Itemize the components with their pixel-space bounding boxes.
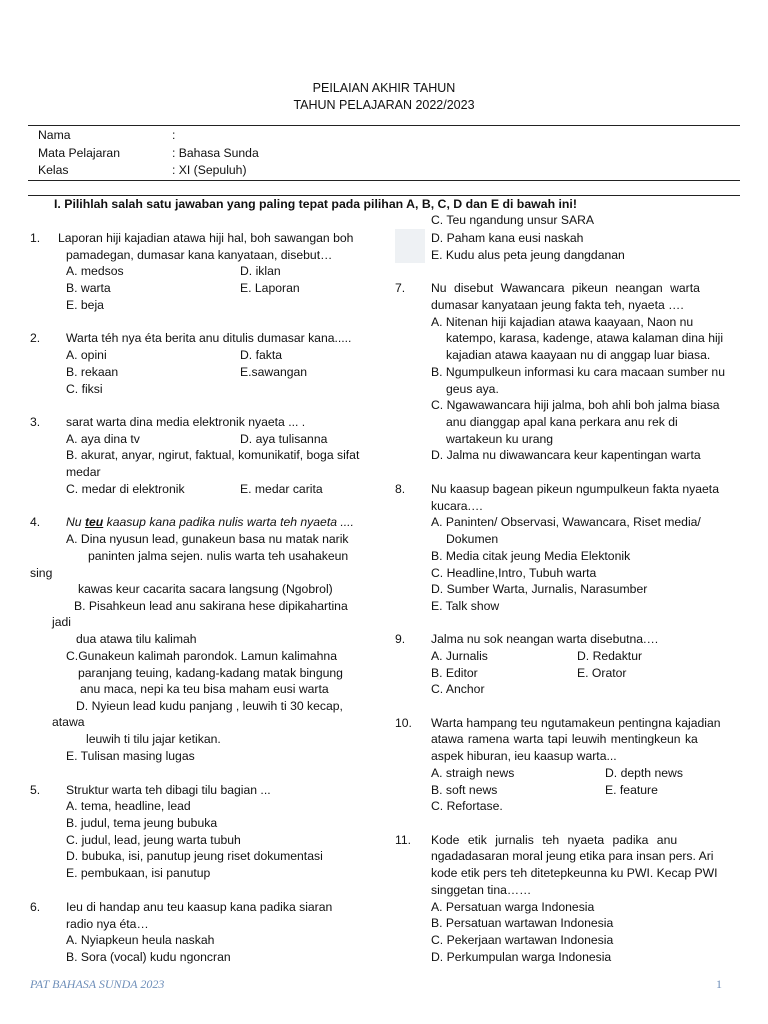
q1-option-d: D. iklan xyxy=(240,264,281,278)
q3-option-c: C. medar di elektronik xyxy=(66,482,185,496)
q11-text-4: singgetan tina…… xyxy=(431,883,532,897)
q11-text-2: ngadadasaran moral jeung etika para insan pers. Ari xyxy=(431,849,714,863)
q6-option-a: A. Nyiapkeun heula naskah xyxy=(66,933,215,947)
q4-option-d-2: atawa xyxy=(52,715,85,729)
q7-number: 7. xyxy=(395,281,406,295)
q3-option-b-1: B. akurat, anyar, ngirut, faktual, komunikatif, boga sifat xyxy=(66,448,360,462)
q1-option-e: E. Laporan xyxy=(240,281,300,295)
q11-option-a: A. Persatuan warga Indonesia xyxy=(431,900,595,914)
q1-option-e2: E. beja xyxy=(66,298,104,312)
q9-option-b: B. Editor xyxy=(431,666,478,680)
q2-text: Warta téh nya éta berita anu ditulis dumasar kana..... xyxy=(66,331,352,345)
q3-number: 3. xyxy=(30,415,41,429)
q4-option-c-1: C.Gunakeun kalimah parondok. Lamun kalimahna xyxy=(66,649,337,663)
q4-option-c-2: paranjang teuing, kadang-kadang matak bingung xyxy=(78,666,343,680)
q9-option-d: D. Redaktur xyxy=(577,649,643,663)
q2-option-d: D. fakta xyxy=(240,348,282,362)
q4-option-d-3: leuwih ti tilu jajar ketikan. xyxy=(86,732,221,746)
q11-option-c: C. Pekerjaan wartawan Indonesia xyxy=(431,933,614,947)
q4-text-emphasis: teu xyxy=(84,515,104,529)
footer-label: PAT BAHASA SUNDA 2023 xyxy=(30,977,165,991)
info-value-class: : XI (Sepuluh) xyxy=(172,163,247,177)
q5-option-d: D. bubuka, isi, panutup jeung riset dokumentasi xyxy=(66,849,323,863)
q7-option-b-1: B. Ngumpulkeun informasi ku cara macaan sumber nu xyxy=(431,365,725,379)
q7-option-d: D. Jalma nu diwawancara keur kapentingan warta xyxy=(431,448,701,462)
q8-text-1: Nu kaasup bagean pikeun ngumpulkeun fakta nyaeta xyxy=(431,482,719,496)
q10-option-a: A. straigh news xyxy=(431,766,515,780)
q10-text-1: Warta hampang teu ngutamakeun pentingna kajadian xyxy=(431,716,721,730)
info-label-name: Nama xyxy=(38,128,71,142)
q5-option-e: E. pembukaan, isi panutup xyxy=(66,866,211,880)
q7-option-a-3: kajadian atawa kaayaan nu di anggap luar biasa. xyxy=(446,348,711,362)
q11-number: 11. xyxy=(395,833,412,847)
q3-option-b-2: medar xyxy=(66,465,101,479)
q11-text-1: Kode etik jurnalis teh nyaeta padika anu xyxy=(431,833,678,847)
q10-text-3: aspek hiburan, ieu kaasup warta... xyxy=(431,749,617,763)
doc-subtitle: TAHUN PELAJARAN 2022/2023 xyxy=(293,98,475,112)
q10-option-d: D. depth news xyxy=(605,766,683,780)
q7-text-2: dumasar kanyataan jeung fakta teh, nyaeta …. xyxy=(431,298,684,312)
q7-text-1: Nu disebut Wawancara pikeun neangan warta xyxy=(431,281,700,295)
q8-text-2: kucara.… xyxy=(431,499,484,513)
q7-option-b-2: geus aya. xyxy=(446,382,499,396)
q8-option-a-1: A. Paninten/ Observasi, Wawancara, Riset media/ xyxy=(431,515,701,529)
q6-number: 6. xyxy=(30,900,41,914)
q6-option-c: C. Teu ngandung unsur SARA xyxy=(431,213,595,227)
q4-option-a-2: paninten jalma sejen. nulis warta teh usahakeun xyxy=(88,549,349,563)
q4-option-e: E. Tulisan masing lugas xyxy=(66,749,195,763)
q6-text-2: radio nya éta… xyxy=(66,917,149,931)
q10-option-c: C. Refortase. xyxy=(431,799,503,813)
q9-number: 9. xyxy=(395,632,406,646)
q8-option-a-2: Dokumen xyxy=(446,532,499,546)
q2-option-c: C. fiksi xyxy=(66,382,103,396)
q7-option-c-1: C. Ngawawancara hiji jalma, boh ahli boh jalma biasa xyxy=(431,398,720,412)
q4-text-post: kaasup kana padika nulis warta teh nyaeta .... xyxy=(103,515,354,529)
info-label-class: Kelas xyxy=(38,163,69,177)
q10-option-b: B. soft news xyxy=(431,783,498,797)
q7-option-c-2: anu dianggap apal kana perkara anu rek di xyxy=(446,415,678,429)
q11-option-d: D. Perkumpulan warga Indonesia xyxy=(431,950,612,964)
q10-text-2: atawa ramena warta tapi leuwih mentingkeun ka xyxy=(431,732,698,746)
info-label-subject: Mata Pelajaran xyxy=(38,146,120,160)
q3-text: sarat warta dina media elektronik nyaeta ... . xyxy=(66,415,306,429)
q10-option-e: E. feature xyxy=(605,783,658,797)
q4-number: 4. xyxy=(30,515,41,529)
q2-option-b: B. rekaan xyxy=(66,365,119,379)
q5-number: 5. xyxy=(30,783,41,797)
info-value-subject: : Bahasa Sunda xyxy=(172,146,259,160)
doc-title: PEILAIAN AKHIR TAHUN xyxy=(312,81,456,95)
q4-option-b-1: B. Pisahkeun lead anu sakirana hese dipikahartina xyxy=(74,599,348,613)
q6-option-e: E. Kudu alus peta jeung dangdanan xyxy=(431,248,625,262)
q5-text: Struktur warta teh dibagi tilu bagian ... xyxy=(66,783,271,797)
info-value-name: : xyxy=(172,128,176,142)
q3-option-d: D. aya tulisanna xyxy=(240,432,328,446)
q4-option-d-1: D. Nyieun lead kudu panjang , leuwih ti 30 kecap, xyxy=(76,699,343,713)
q2-number: 2. xyxy=(30,331,41,345)
section-instruction: I. Pilihlah salah satu jawaban yang paling tepat pada pilihan A, B, C, D dan E di bawah ini! xyxy=(54,197,577,211)
q1-text-1: Laporan hiji kajadian atawa hiji hal, boh sawangan boh xyxy=(58,231,354,245)
q4-option-c-3: anu maca, nepi ka teu bisa maham eusi warta xyxy=(80,682,329,696)
page-number: 1 xyxy=(716,977,722,991)
q1-text-2: pamadegan, dumasar kana kanyataan, disebut… xyxy=(66,248,333,262)
q6-option-d: D. Paham kana eusi naskah xyxy=(431,231,584,245)
q4-option-b-3: dua atawa tilu kalimah xyxy=(76,632,197,646)
q4-text-pre: Nu xyxy=(66,515,85,529)
q4-option-a-4: kawas keur cacarita sacara langsung (Ngobrol) xyxy=(78,582,333,596)
q7-option-c-3: wartakeun ku urang xyxy=(446,432,554,446)
q3-option-a: A. aya dina tv xyxy=(66,432,140,446)
q4-option-b-2: jadi xyxy=(52,615,71,629)
q9-text: Jalma nu sok neangan warta disebutna.… xyxy=(431,632,659,646)
q8-option-e: E. Talk show xyxy=(431,599,500,613)
header-rule-top xyxy=(28,125,740,126)
q10-number: 10. xyxy=(395,716,412,730)
header-rule-mid xyxy=(28,180,740,181)
q11-text-3: kode etik pers teh ditetepkeunna ku PWI. Kecap PWI xyxy=(431,866,718,880)
q6-text-1: Ieu di handap anu teu kaasup kana padika siaran xyxy=(66,900,333,914)
q1-option-b: B. warta xyxy=(66,281,111,295)
q4-option-a-1: A. Dina nyusun lead, gunakeun basa nu matak narik xyxy=(66,532,349,546)
q2-option-a: A. opini xyxy=(66,348,107,362)
q2-option-e: E.sawangan xyxy=(240,365,308,379)
q3-option-e: E. medar carita xyxy=(240,482,323,496)
q1-number: 1. xyxy=(30,231,41,245)
q5-option-b: B. judul, tema jeung bubuka xyxy=(66,816,218,830)
q4-text xyxy=(66,514,354,531)
q6-option-b: B. Sora (vocal) kudu ngoncran xyxy=(66,950,231,964)
q5-option-c: C. judul, lead, jeung warta tubuh xyxy=(66,833,241,847)
q8-option-d: D. Sumber Warta, Jurnalis, Narasumber xyxy=(431,582,648,596)
q7-option-a-2: katempo, karasa, kadenge, atawa kalaman dina hiji xyxy=(446,331,724,345)
q11-option-b: B. Persatuan wartawan Indonesia xyxy=(431,916,614,930)
q9-option-a: A. Jurnalis xyxy=(431,649,488,663)
q8-option-b: B. Media citak jeung Media Elektonik xyxy=(431,549,631,563)
q7-option-a-1: A. Nitenan hiji kajadian atawa kaayaan, Naon nu xyxy=(431,315,694,329)
q9-option-c: C. Anchor xyxy=(431,682,485,696)
q1-option-a: A. medsos xyxy=(66,264,124,278)
q9-option-e: E. Orator xyxy=(577,666,627,680)
shaded-cell xyxy=(395,229,425,263)
q8-option-c: C. Headline,Intro, Tubuh warta xyxy=(431,566,597,580)
q4-option-a-3: sing xyxy=(30,566,53,580)
q8-number: 8. xyxy=(395,482,406,496)
q5-option-a: A. tema, headline, lead xyxy=(66,799,191,813)
